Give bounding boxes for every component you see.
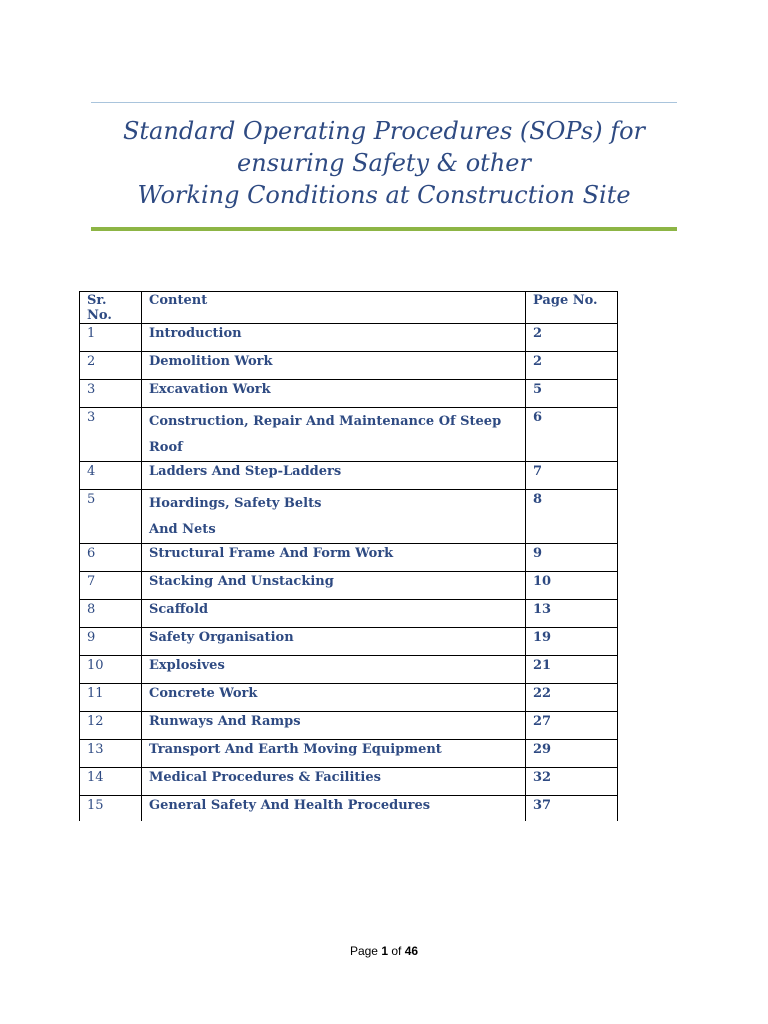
table-row: [80, 628, 618, 656]
row-content: [142, 462, 526, 490]
table-row: [80, 740, 618, 768]
row-content-line: Concrete Work: [149, 686, 258, 701]
row-content: [142, 490, 526, 544]
row-sr-no: 1: [80, 324, 142, 352]
row-page-no: 2: [526, 352, 618, 380]
header-top-rule: [91, 102, 677, 103]
row-sr-no: 3: [80, 380, 142, 408]
header-accent-rule: [91, 227, 677, 231]
row-content-line: Demolition Work: [149, 354, 273, 369]
table-row: [80, 768, 618, 796]
row-content-line: Roof: [149, 440, 183, 455]
row-page-no: 29: [526, 740, 618, 768]
table-row: [80, 380, 618, 408]
page-footer: [0, 944, 768, 958]
row-sr-no: 13: [80, 740, 142, 768]
row-sr-no: 10: [80, 656, 142, 684]
row-content-line: Medical Procedures & Facilities: [149, 770, 381, 785]
row-content: [142, 768, 526, 796]
row-content: [142, 684, 526, 712]
row-sr-no: 6: [80, 544, 142, 572]
row-page-no: 2: [526, 324, 618, 352]
table-row: [80, 600, 618, 628]
row-sr-no: 4: [80, 462, 142, 490]
row-page-no: 19: [526, 628, 618, 656]
table-row: [80, 490, 618, 544]
row-content-line: Transport And Earth Moving Equipment: [149, 742, 442, 757]
row-sr-no: 15: [80, 796, 142, 822]
page-no-header: Page No.: [526, 292, 618, 324]
row-page-no: 22: [526, 684, 618, 712]
row-page-no: 6: [526, 408, 618, 462]
row-content-line: Construction, Repair And Maintenance Of Steep: [149, 414, 502, 429]
row-content-line: Safety Organisation: [149, 630, 294, 645]
row-page-no: 13: [526, 600, 618, 628]
row-content: [142, 712, 526, 740]
title-line-1: Standard Operating Procedures (SOPs) for: [122, 117, 646, 145]
row-page-no: 7: [526, 462, 618, 490]
row-content-line: Stacking And Unstacking: [149, 574, 334, 589]
row-content-line: Runways And Ramps: [149, 714, 301, 729]
footer-prefix: Page: [349, 944, 382, 958]
row-content-line: Structural Frame And Form Work: [149, 546, 394, 561]
row-content: [142, 324, 526, 352]
row-sr-no: 8: [80, 600, 142, 628]
row-content-line: Ladders And Step-Ladders: [149, 464, 342, 479]
title-line-2: ensuring Safety & other: [237, 149, 531, 177]
row-page-no: 27: [526, 712, 618, 740]
footer-total-pages: 46: [404, 944, 419, 958]
row-content: [142, 380, 526, 408]
table-row: [80, 656, 618, 684]
row-content-line: General Safety And Health Procedures: [149, 798, 431, 813]
row-page-no: 5: [526, 380, 618, 408]
table-row: [80, 572, 618, 600]
row-sr-no: 5: [80, 490, 142, 544]
row-content-line: Introduction: [149, 326, 242, 341]
row-page-no: 37: [526, 796, 618, 822]
row-content: [142, 740, 526, 768]
sr-no-header: Sr. No.: [80, 292, 142, 324]
row-page-no: 9: [526, 544, 618, 572]
table-row: [80, 462, 618, 490]
row-content-line: Hoardings, Safety Belts: [149, 496, 322, 511]
row-page-no: 10: [526, 572, 618, 600]
row-sr-no: 14: [80, 768, 142, 796]
row-sr-no: 9: [80, 628, 142, 656]
table-row: [80, 544, 618, 572]
title-line-3: Working Conditions at Construction Site: [137, 181, 631, 209]
row-content: [142, 600, 526, 628]
table-row: [80, 684, 618, 712]
row-page-no: 32: [526, 768, 618, 796]
row-content: [142, 352, 526, 380]
row-sr-no: 7: [80, 572, 142, 600]
table-row: [80, 712, 618, 740]
row-sr-no: 3: [80, 408, 142, 462]
row-sr-no: 12: [80, 712, 142, 740]
row-content: [142, 628, 526, 656]
document-title: [91, 115, 677, 211]
row-page-no: 8: [526, 490, 618, 544]
footer-current-page: 1: [381, 944, 388, 958]
row-content-line: Explosives: [149, 658, 225, 673]
toc-header-row: [80, 292, 618, 324]
row-content: [142, 656, 526, 684]
row-sr-no: 2: [80, 352, 142, 380]
row-sr-no: 11: [80, 684, 142, 712]
row-content: [142, 544, 526, 572]
table-row: [80, 324, 618, 352]
footer-separator: of: [388, 944, 405, 958]
table-row: [80, 352, 618, 380]
row-content: [142, 796, 526, 822]
table-row: [80, 796, 618, 822]
row-content-line: And Nets: [149, 522, 216, 537]
table-row: [80, 408, 618, 462]
row-content: [142, 408, 526, 462]
row-content-line: Excavation Work: [149, 382, 271, 397]
row-page-no: 21: [526, 656, 618, 684]
row-content: [142, 572, 526, 600]
content-header: Content: [142, 292, 526, 324]
row-content-line: Scaffold: [149, 602, 209, 617]
table-of-contents: [79, 291, 618, 821]
